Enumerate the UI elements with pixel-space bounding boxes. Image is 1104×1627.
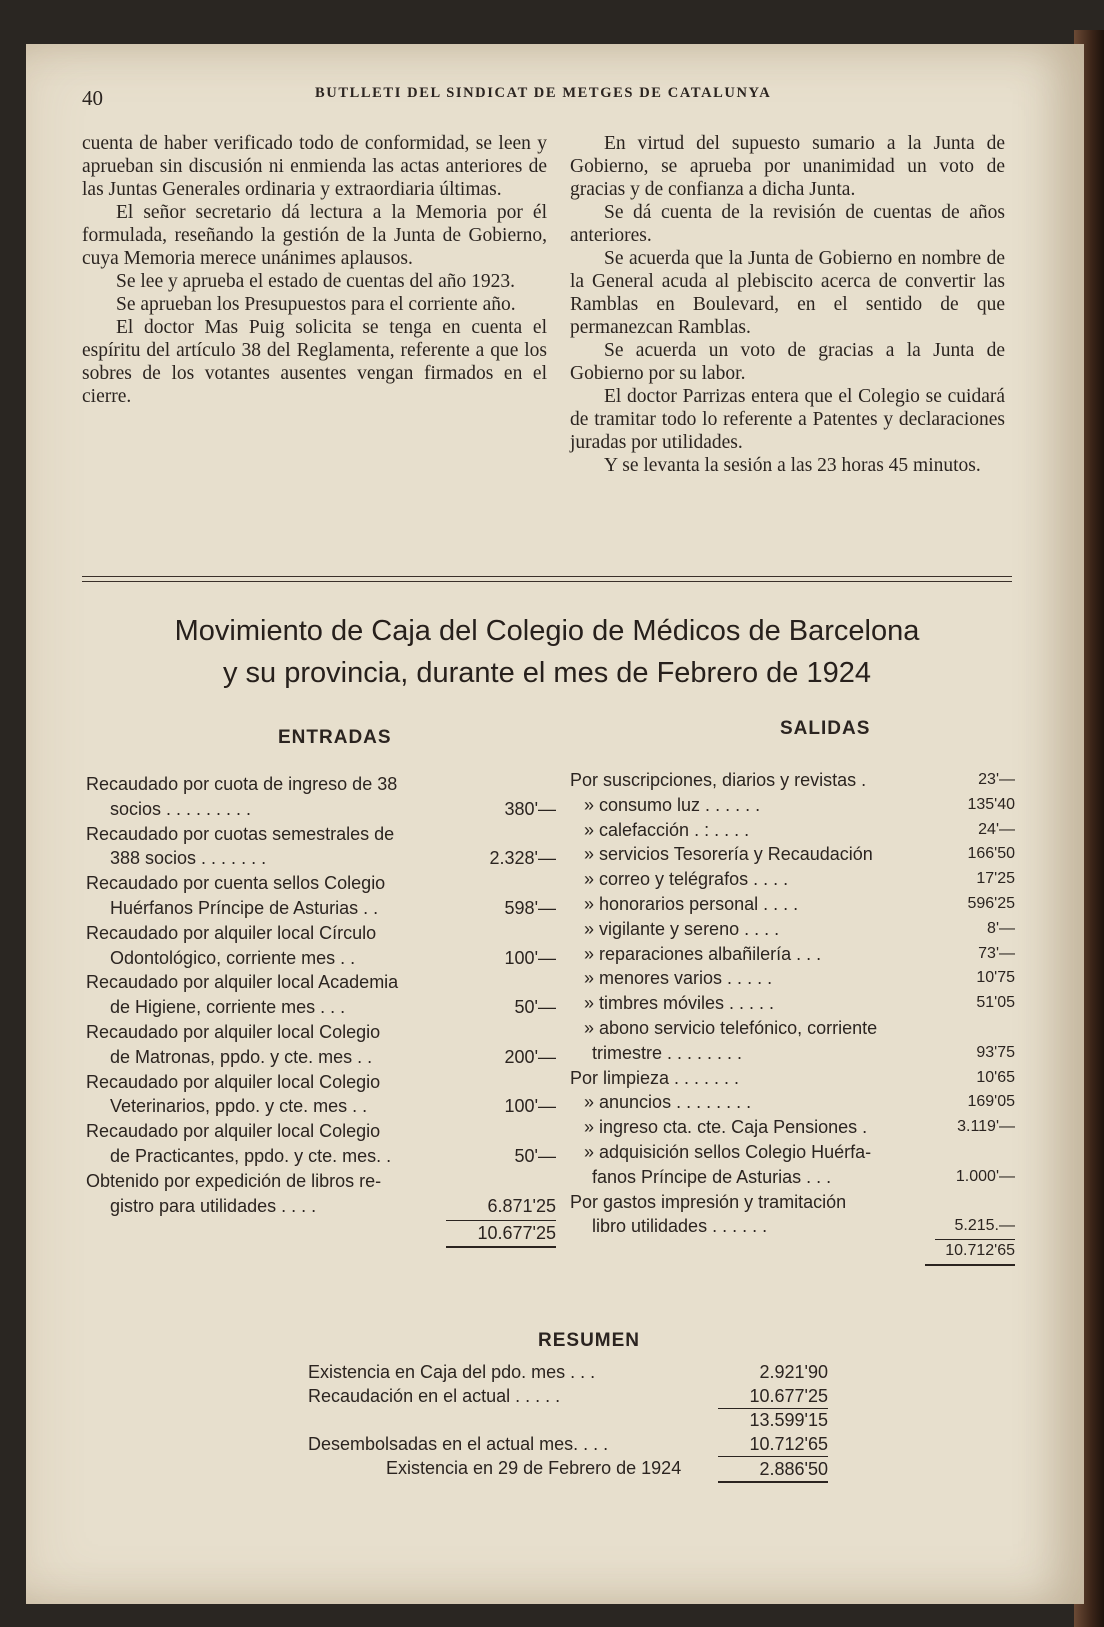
- entrada-row: [86, 970, 556, 1020]
- entrada-label: Recaudado por cuotas semestrales de: [86, 823, 395, 844]
- entrada-row: [86, 1169, 556, 1219]
- salida-row: [570, 966, 1015, 991]
- left-text-column: [82, 132, 547, 408]
- entrada-label-line: [86, 995, 556, 1020]
- paragraph: Se aprueban los Presupuestos para el corriente año.: [116, 294, 516, 315]
- salida-amount: 166'50: [967, 845, 1015, 863]
- salida-amount: 10'65: [976, 1068, 1015, 1086]
- salida-label: Por limpieza . . . . . . .: [570, 1067, 740, 1088]
- salida-row: [570, 1140, 1015, 1165]
- salida-label: » adquisición sellos Colegio Huérfa-: [584, 1141, 872, 1162]
- salida-row: [570, 1214, 1015, 1239]
- entradas-total-row: [86, 1218, 556, 1244]
- entrada-label-line: [86, 846, 556, 871]
- resumen-label: Existencia en Caja del pdo. mes . . .: [308, 1362, 596, 1382]
- entradas-total: 10.677'25: [446, 1220, 556, 1248]
- paragraph: Se acuerda un voto de gracias a la Junta de Gobierno por su labor.: [570, 340, 1005, 384]
- resumen-row: [308, 1432, 828, 1456]
- entrada-label: Recaudado por alquiler local Colegio: [86, 1121, 381, 1142]
- salida-label: » abono servicio telefónico, corriente: [584, 1017, 878, 1038]
- salida-row: [570, 867, 1015, 892]
- salida-label: Por suscripciones, diarios y revistas .: [570, 770, 867, 790]
- paragraph: El doctor Parrizas entera que el Colegio se cuidará de tramitar todo lo referente a Patentes y declaraciones juradas por utilidades.: [570, 386, 1005, 453]
- entrada-amount: 200'—: [504, 1046, 556, 1067]
- resumen-row: [308, 1360, 828, 1384]
- salidas-total: 10.712'65: [925, 1239, 1015, 1266]
- salida-amount: 17'25: [976, 870, 1015, 888]
- salida-row: [570, 917, 1015, 942]
- salida-row: [570, 1165, 1015, 1190]
- paragraph: cuenta de haber verificado todo de conformidad, se leen y aprueban sin discusión ni enmienda las actas anteriores de las Juntas Generales ordinaria y extraordiaria últimas.: [82, 133, 547, 200]
- entradas-heading: ENTRADAS: [278, 727, 392, 748]
- salida-row: [570, 842, 1015, 867]
- entrada-label: de Matronas, ppdo. y cte. mes . .: [110, 1046, 373, 1067]
- salida-amount: 5.215.—: [935, 1214, 1015, 1240]
- salida-amount: 51'05: [976, 994, 1015, 1012]
- salida-amount: 596'25: [967, 894, 1015, 912]
- entrada-label-line: [86, 1194, 556, 1219]
- salida-amount: 23'—: [978, 771, 1015, 788]
- entrada-label-line: [86, 1045, 556, 1070]
- paragraph: Se dá cuenta de la revisión de cuentas de años anteriores.: [570, 202, 1005, 246]
- salida-label: libro utilidades . . . . . .: [592, 1216, 768, 1237]
- salida-row: [570, 768, 1015, 793]
- salida-label: » correo y telégrafos . . . .: [584, 869, 789, 890]
- entrada-amount: 380'—: [504, 798, 556, 819]
- paragraph: En virtud del supuesto sumario a la Junta de Gobierno, se aprueba por unanimidad un voto de gracias y de confianza a dicha Junta.: [570, 133, 1005, 200]
- salida-label: trimestre . . . . . . . .: [592, 1042, 743, 1063]
- salidas-heading: SALIDAS: [780, 718, 871, 739]
- salida-row: [570, 1090, 1015, 1115]
- salida-row: [570, 892, 1015, 917]
- salida-label: » servicios Tesorería y Recaudación: [584, 844, 873, 865]
- resumen-amount: 10.677'25: [718, 1384, 828, 1409]
- salida-row: [570, 1115, 1015, 1140]
- resumen-row: [308, 1408, 828, 1432]
- paragraph: Y se levanta la sesión a las 23 horas 45 minutos.: [604, 455, 981, 476]
- salida-label: Por gastos impresión y tramitación: [570, 1191, 847, 1212]
- salida-label: » timbres móviles . . . . .: [584, 993, 775, 1014]
- entrada-label-line: [86, 1094, 556, 1119]
- salida-label: » reparaciones albañilería . . .: [584, 943, 822, 964]
- salida-row: [570, 991, 1015, 1016]
- right-text-column: [570, 132, 1005, 477]
- salida-amount: 10'75: [976, 969, 1015, 987]
- salida-label: » calefacción . : . . . .: [584, 819, 750, 840]
- entrada-label: Obtenido por expedición de libros re-: [86, 1170, 382, 1191]
- paragraph: El señor secretario dá lectura a la Memoria por él formulada, reseñando la gestión de la Junta de Gobierno, cuya Memoria merece unánimes aplausos.: [82, 202, 547, 269]
- resumen-amount: 2.921'90: [759, 1362, 828, 1382]
- entrada-label: socios . . . . . . . . .: [110, 798, 252, 819]
- salida-amount: 73'—: [978, 944, 1015, 962]
- entrada-label: gistro para utilidades . . . .: [110, 1195, 317, 1216]
- entrada-label-line: [86, 946, 556, 971]
- resumen-label: Desembolsadas en el actual mes. . . .: [308, 1434, 609, 1454]
- entrada-label: 388 socios . . . . . . .: [110, 848, 267, 869]
- entrada-row: [86, 1119, 556, 1169]
- entrada-amount: 100'—: [504, 947, 556, 968]
- salida-amount: 24'—: [978, 820, 1015, 838]
- entrada-amount: 2.328'—: [489, 848, 556, 869]
- salida-amount: 8'—: [987, 919, 1015, 937]
- resumen-label: Existencia en 29 de Febrero de 1924: [386, 1458, 682, 1478]
- report-title: [82, 610, 1012, 694]
- salida-amount: 93'75: [976, 1043, 1015, 1061]
- title-line: y su provincia, durante el mes de Febrero de 1924: [222, 657, 872, 689]
- section-divider: [82, 581, 1012, 582]
- entrada-row: [86, 921, 556, 971]
- entrada-amount: 100'—: [504, 1096, 556, 1117]
- paragraph: El doctor Mas Puig solicita se tenga en cuenta el espíritu del artículo 38 del Reglamenta, referente a que los sobres de los votantes ausentes vengan firmados en el cierre.: [82, 317, 547, 407]
- salida-label: » honorarios personal . . . .: [584, 893, 799, 914]
- entrada-label: de Practicantes, ppdo. y cte. mes. .: [110, 1145, 392, 1166]
- salida-row: [570, 942, 1015, 967]
- salidas-total-row: [570, 1239, 1015, 1265]
- entradas-table: [86, 772, 556, 1244]
- resumen-row: [308, 1456, 828, 1480]
- entrada-amount: 598'—: [504, 897, 556, 918]
- salidas-table: [570, 768, 1015, 1265]
- entrada-row: [86, 1020, 556, 1070]
- resumen-label: Recaudación en el actual . . . . .: [308, 1386, 561, 1406]
- entrada-label: de Higiene, corriente mes . . .: [110, 997, 346, 1018]
- entrada-label: Huérfanos Príncipe de Asturias . .: [110, 897, 379, 918]
- resumen-table: [308, 1360, 828, 1480]
- entrada-label: Recaudado por cuenta sellos Colegio: [86, 873, 386, 894]
- salida-row: [570, 1066, 1015, 1091]
- running-title: BUTLLETI DEL SINDICAT DE METGES DE CATALUNYA: [315, 85, 772, 101]
- resumen-heading: RESUMEN: [538, 1330, 641, 1351]
- salida-label: » consumo luz . . . . . .: [584, 794, 761, 815]
- entrada-amount: 50'—: [514, 1145, 556, 1166]
- salida-row: [570, 818, 1015, 843]
- entrada-label: Recaudado por alquiler local Círculo: [86, 922, 377, 943]
- entrada-label: Recaudado por cuota de ingreso de 38: [86, 774, 398, 794]
- salida-label: » vigilante y sereno . . . .: [584, 918, 780, 939]
- entrada-label: Recaudado por alquiler local Colegio: [86, 1071, 381, 1092]
- salida-label: fanos Príncipe de Asturias . . .: [592, 1166, 832, 1187]
- entrada-row: [86, 871, 556, 921]
- salida-row: [570, 1016, 1015, 1041]
- resumen-row: [308, 1384, 828, 1408]
- salida-amount: 135'40: [967, 795, 1015, 813]
- entrada-row: [86, 1070, 556, 1120]
- entrada-amount: 6.871'25: [487, 1195, 556, 1216]
- entrada-label-line: [86, 1144, 556, 1169]
- salida-label: » ingreso cta. cte. Caja Pensiones .: [584, 1117, 868, 1138]
- salida-amount: 3.119'—: [957, 1118, 1015, 1136]
- resumen-amount: 13.599'15: [749, 1410, 828, 1430]
- entrada-label: Recaudado por alquiler local Academia: [86, 972, 399, 993]
- entrada-row: [86, 772, 556, 822]
- entrada-label-line: [86, 797, 556, 822]
- salida-row: [570, 793, 1015, 818]
- paragraph: Se lee y aprueba el estado de cuentas del año 1923.: [116, 271, 516, 292]
- entrada-label-line: [86, 896, 556, 921]
- entrada-amount: 50'—: [514, 997, 556, 1018]
- paragraph: Se acuerda que la Junta de Gobierno en nombre de la General acuda al plebiscito acerca de convertir las Ramblas en Boulevard, en el sentido de que permanezcan Ramblas.: [570, 248, 1005, 338]
- page-number: 40: [82, 86, 103, 110]
- section-divider: [82, 576, 1012, 577]
- title-line: Movimiento de Caja del Colegio de Médicos de Barcelona: [174, 615, 920, 647]
- entrada-label: Odontológico, corriente mes . .: [110, 947, 356, 968]
- salida-label: » menores varios . . . . .: [584, 968, 773, 989]
- salida-row: [570, 1041, 1015, 1066]
- resumen-amount: 10.712'65: [718, 1432, 828, 1457]
- resumen-amount: 2.886'50: [718, 1456, 828, 1483]
- salida-row: [570, 1190, 1015, 1215]
- entrada-label: Recaudado por alquiler local Colegio: [86, 1021, 381, 1042]
- entrada-row: [86, 822, 556, 872]
- salida-amount: 169'05: [967, 1093, 1015, 1111]
- salida-amount: 1.000'—: [955, 1167, 1015, 1185]
- salida-label: » anuncios . . . . . . . .: [584, 1092, 752, 1113]
- entrada-label: Veterinarios, ppdo. y cte. mes . .: [110, 1096, 368, 1117]
